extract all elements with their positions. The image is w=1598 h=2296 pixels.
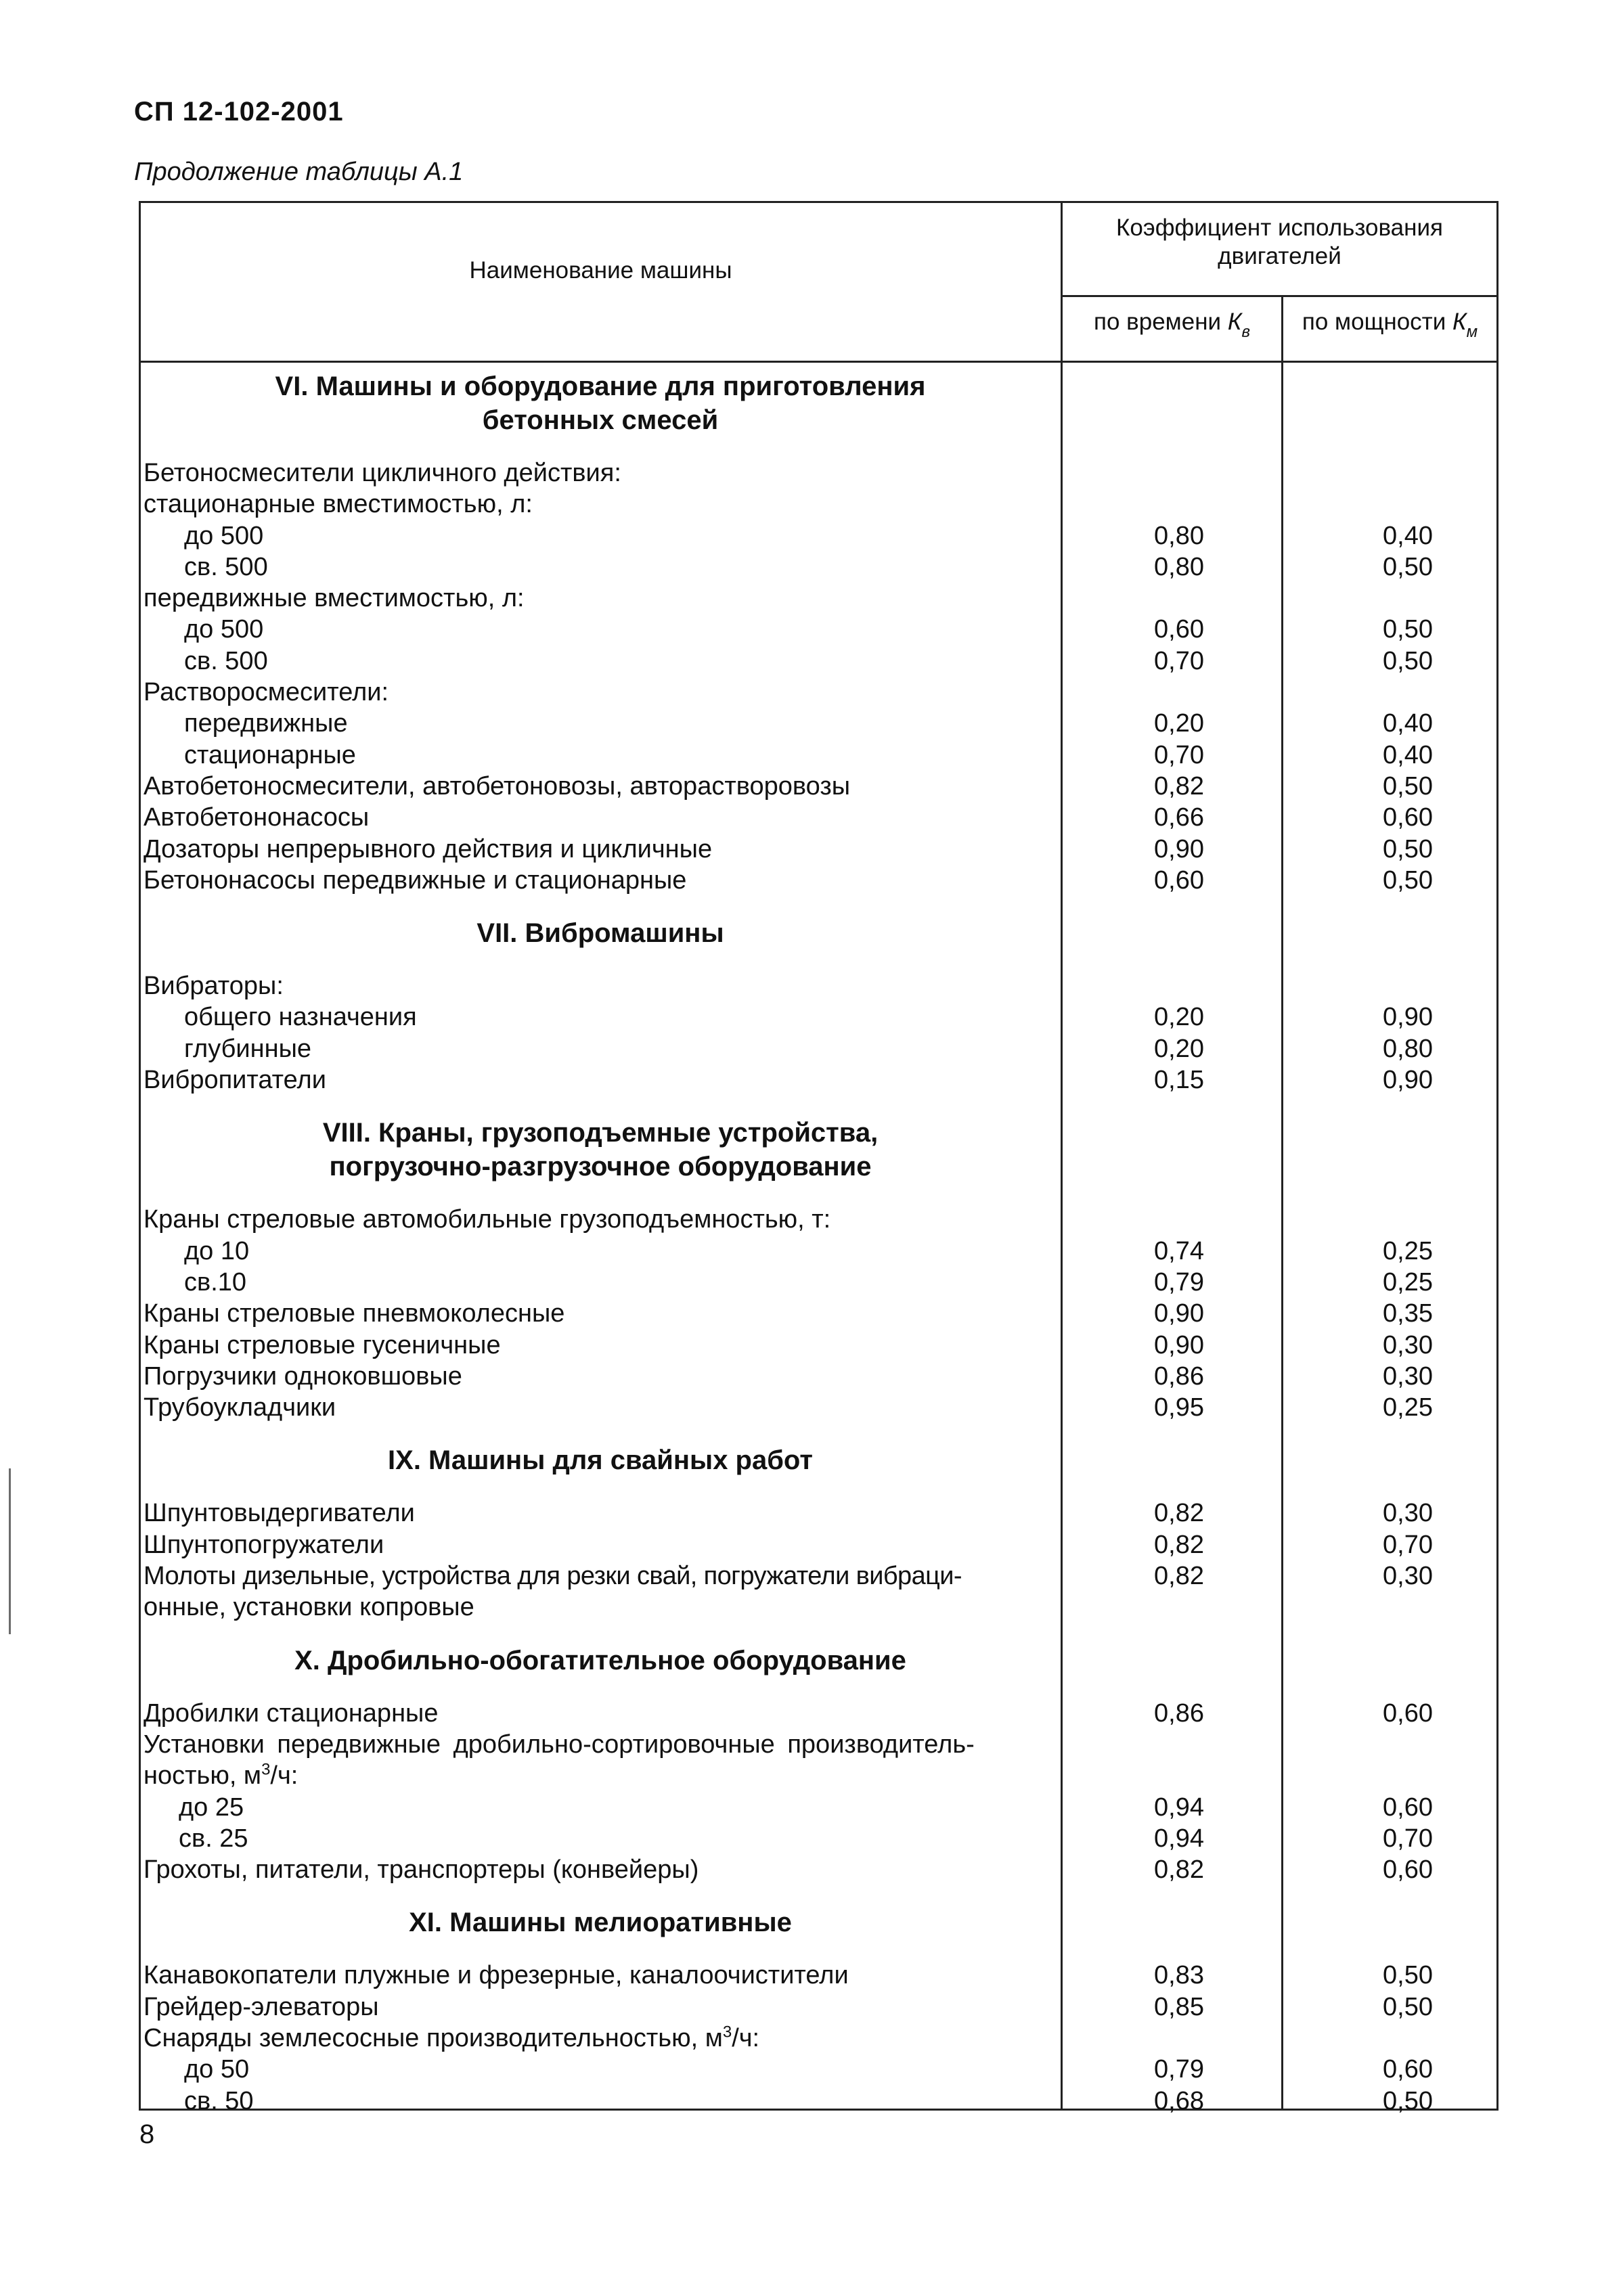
section-heading [143,1906,1057,1939]
kv-value: 0,79 [1154,2055,1204,2084]
document-code: СП 12-102-2001 [134,97,344,127]
header-km-symbol: К [1452,309,1467,335]
table-row [143,708,1494,739]
section-heading-line: VII. Вибромашины [476,918,724,949]
machine-name: Дозаторы непрерывного действия и цикличные [143,834,713,863]
km-value: 0,50 [1383,552,1433,581]
kv-value: 0,86 [1154,1698,1204,1728]
table-row [143,970,1494,1001]
section-heading [143,1116,1057,1184]
header-machine-name: Наименование машины [469,257,732,284]
table-row [143,1592,1494,1623]
machine-name: Автобетоносмесители, автобетоновозы, авторастворовозы [143,771,851,801]
table-row [143,1529,1494,1560]
table-row [143,1991,1494,2023]
table-row [143,1298,1494,1329]
section-heading [143,369,1057,437]
machine-name: Краны стреловые автомобильные грузоподъемностью, т: [143,1205,831,1234]
machine-name: Трубоукладчики [143,1393,336,1422]
km-value: 0,60 [1383,803,1433,832]
margin-mark [9,1468,11,1634]
km-value: 0,50 [1383,771,1433,801]
kv-value: 0,95 [1154,1393,1204,1422]
kv-value: 0,83 [1154,1961,1204,1990]
machine-name-part: ностью, м [143,1761,262,1791]
table-row [143,520,1494,552]
section-heading-line: VI. Машины и оборудование для приготовления [275,372,926,401]
machine-name: Автобетононасосы [143,803,370,832]
machine-name: Канавокопатели плужные и фрезерные, каналоочистители [143,1961,849,1990]
machine-name: Грохоты, питатели, транспортеры (конвейеры) [143,1855,699,1885]
kv-value: 0,82 [1154,1499,1204,1528]
table-row [143,2023,1494,2054]
km-value: 0,50 [1383,615,1433,644]
machine-name: передвижные [184,709,348,738]
machine-name: онные, установки копровые [143,1593,474,1622]
table-row [143,1792,1494,1823]
table-row [143,771,1494,802]
section-heading-line: IX. Машины для свайных работ [388,1445,813,1476]
machine-name: Растворосмесители: [143,678,389,707]
kv-value: 0,15 [1154,1066,1204,1095]
section-heading-line: погрузочно-разгрузочное оборудование [329,1152,872,1182]
kv-value: 0,74 [1154,1236,1204,1265]
machine-name: общего назначения [184,1003,417,1032]
km-value: 0,90 [1383,1003,1433,1032]
table-row [143,489,1494,520]
table-row [143,1330,1494,1361]
table-row [143,1960,1494,1991]
table-row [143,2086,1494,2117]
table-row [143,2054,1494,2085]
table-row [143,1033,1494,1064]
km-value: 0,60 [1383,1793,1433,1822]
km-value: 0,40 [1383,740,1433,769]
table-row [143,1698,1494,1729]
km-value: 0,60 [1383,1698,1433,1728]
section-heading [143,1644,1057,1678]
table-row [143,614,1494,645]
table-row [143,1064,1494,1096]
kv-value: 0,80 [1154,521,1204,550]
section-heading-line: XI. Машины мелиоративные [409,1908,792,1938]
header-divider [141,361,1496,363]
km-value: 0,25 [1383,1393,1433,1422]
machine-name: до 500 [184,521,264,550]
kv-value: 0,82 [1154,1530,1204,1559]
kv-value: 0,94 [1154,1793,1204,1822]
table-row [143,1392,1494,1423]
km-value: 0,70 [1383,1530,1433,1559]
kv-value: 0,90 [1154,834,1204,863]
table-row [143,740,1494,771]
km-value: 0,40 [1383,521,1433,550]
machine-name: Бетоносмесители цикличного действия: [143,459,621,487]
km-value: 0,40 [1383,709,1433,738]
machine-name: передвижные вместимостью, л: [143,584,525,613]
machine-name: Вибропитатели [143,1066,326,1095]
header-km-subscript: м [1466,323,1478,341]
km-value: 0,70 [1383,1824,1433,1853]
section-heading-line: X. Дробильно-обогатительное оборудование [294,1645,906,1675]
kv-value: 0,60 [1154,865,1204,895]
table-row [143,552,1494,583]
kv-value: 0,60 [1154,615,1204,644]
table-row [143,1854,1494,1885]
machine-name: Грейдер-элеваторы [143,1992,379,2021]
header-kv-subscript: в [1241,323,1250,341]
machine-name [143,2023,759,2054]
header-subdivider [1061,295,1496,297]
kv-value: 0,82 [1154,1855,1204,1885]
km-value: 0,30 [1383,1499,1433,1528]
machine-name: Бетононасосы передвижные и стационарные [143,865,687,895]
kv-value: 0,85 [1154,1992,1204,2021]
kv-value: 0,20 [1154,1034,1204,1063]
kv-value: 0,94 [1154,1824,1204,1853]
superscript: 3 [722,2023,732,2042]
km-value: 0,25 [1383,1236,1433,1265]
table-row [143,1498,1494,1529]
machine-name: Шпунтопогружатели [143,1530,384,1559]
km-value: 0,30 [1383,1330,1433,1359]
page-number: 8 [139,2119,155,2149]
section-heading-line: VIII. Краны, грузоподъемные устройства, [322,1118,879,1148]
section-heading [143,916,1057,950]
machine-name-part: Снаряды землесосные производительностью, м [143,2023,723,2052]
machine-name: до 50 [184,2055,250,2084]
kv-value: 0,80 [1154,552,1204,581]
km-value: 0,90 [1383,1066,1433,1095]
superscript: 3 [261,1760,271,1779]
km-value: 0,25 [1383,1267,1433,1297]
km-value: 0,50 [1383,2086,1433,2115]
kv-value: 0,20 [1154,1003,1204,1032]
km-value: 0,50 [1383,834,1433,863]
machine-name: Шпунтовыдергиватели [143,1499,415,1528]
km-value: 0,60 [1383,2055,1433,2084]
table-row [143,1760,1494,1791]
machine-name: св. 50 [184,2086,254,2115]
km-value: 0,50 [1383,646,1433,675]
km-value: 0,30 [1383,1562,1433,1591]
header-coefficient-line2: двигателей [1218,243,1341,269]
table-row [143,802,1494,833]
table-row [143,1204,1494,1235]
machine-name: Молоты дизельные, устройства для резки свай, погружатели вибраци- [143,1562,962,1591]
section-heading-line: бетонных смесей [482,405,719,435]
machine-name: св.10 [184,1267,247,1297]
machine-name: Дробилки стационарные [143,1698,439,1728]
km-value: 0,30 [1383,1361,1433,1391]
table-row [143,1361,1494,1392]
table-body [143,369,1494,2117]
table-row [143,583,1494,614]
machine-name: стационарные вместимостью, л: [143,490,533,519]
table-row [143,457,1494,489]
machine-name: св. 500 [184,552,268,581]
kv-value: 0,86 [1154,1361,1204,1391]
machine-name [143,1760,298,1791]
machine-name: глубинные [184,1034,312,1063]
table-row [143,646,1494,677]
header-coefficient [1063,214,1496,271]
machine-name: Вибраторы: [143,972,284,1001]
machine-name: Краны стреловые гусеничные [143,1330,501,1359]
kv-value: 0,82 [1154,771,1204,801]
km-value: 0,35 [1383,1299,1433,1328]
header-kv-symbol: К [1227,309,1242,335]
table-row [143,1001,1494,1033]
header-by-power [1283,309,1496,341]
machine-name: до 10 [184,1236,250,1265]
km-value: 0,50 [1383,1961,1433,1990]
machine-name-part: /ч: [732,2023,760,2052]
kv-value: 0,90 [1154,1330,1204,1359]
kv-value: 0,79 [1154,1267,1204,1297]
machine-name-part: /ч: [270,1761,298,1791]
table-row [143,1267,1494,1298]
table-row [143,865,1494,896]
kv-value: 0,90 [1154,1299,1204,1328]
table-row [143,1729,1494,1760]
section-heading [143,1443,1057,1477]
km-value: 0,50 [1383,1992,1433,2021]
table-row [143,677,1494,708]
kv-value: 0,70 [1154,740,1204,769]
kv-value: 0,66 [1154,803,1204,832]
table-caption: Продолжение таблицы А.1 [134,158,464,186]
machine-name: стационарные [184,740,356,769]
machine-name: св. 500 [184,646,268,675]
km-value: 0,50 [1383,865,1433,895]
header-by-time [1063,309,1281,341]
km-value: 0,80 [1383,1034,1433,1063]
header-by-power-label: по мощности [1302,309,1452,335]
kv-value: 0,68 [1154,2086,1204,2115]
machine-name: Краны стреловые пневмоколесные [143,1299,565,1328]
kv-value: 0,20 [1154,709,1204,738]
machine-name: до 500 [184,615,264,644]
table-row [143,834,1494,865]
km-value: 0,60 [1383,1855,1433,1885]
kv-value: 0,82 [1154,1562,1204,1591]
machine-name: Погрузчики одноковшовые [143,1361,462,1391]
table-row [143,1823,1494,1854]
machine-name: св. 25 [179,1824,248,1853]
header-coefficient-line1: Коэффициент использования [1116,215,1443,241]
table-row [143,1560,1494,1592]
header-by-time-label: по времени [1094,309,1228,335]
table-row [143,1236,1494,1267]
machine-name: до 25 [179,1793,244,1822]
kv-value: 0,70 [1154,646,1204,675]
machine-name: Установки передвижные дробильно-сортировочные производитель- [143,1730,975,1759]
